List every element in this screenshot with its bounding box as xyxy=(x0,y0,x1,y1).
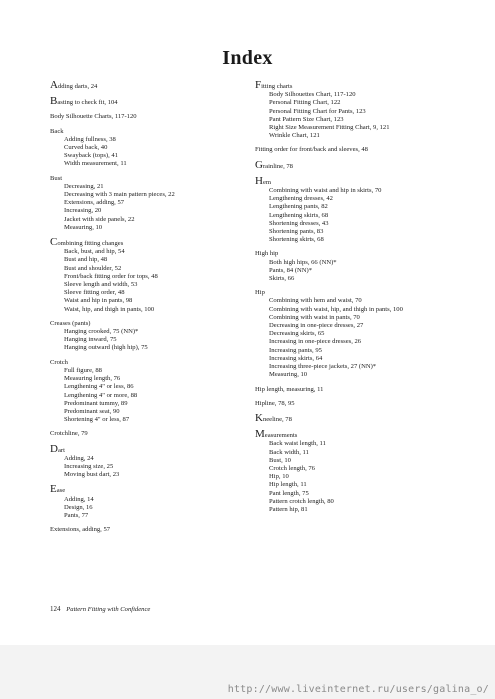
index-entry xyxy=(50,113,255,121)
index-subentry: Decreasing skirts, 65 xyxy=(269,330,325,338)
index-subentry: Shortening skirts, 68 xyxy=(269,236,324,244)
index-subentry: Bust, 10 xyxy=(269,456,291,464)
index-subentry: Hip, 10 xyxy=(269,473,289,481)
index-subentry: Shortening pants, 83 xyxy=(269,228,324,236)
index-subentry: Shortening dresses, 43 xyxy=(269,219,329,227)
watermark-url: http://www.liveinternet.ru/users/galina_o/ xyxy=(227,684,489,695)
index-subentry: Full figure, 88 xyxy=(64,366,102,374)
index-entry xyxy=(255,250,455,283)
index-subentry: Pants, 84 (NN)* xyxy=(269,266,313,274)
index-heading: Kneeline, 78 xyxy=(255,411,292,424)
index-heading: Bust xyxy=(50,174,63,182)
index-subentry: Combining with waist, hip, and thigh in pants, 100 xyxy=(269,305,403,313)
index-entry xyxy=(50,128,255,169)
index-entry xyxy=(255,400,455,408)
page-number: 124 xyxy=(50,605,61,613)
index-subentry: Hanging outward (high hip), 75 xyxy=(64,344,148,352)
page-title: Index xyxy=(222,47,273,69)
index-subentry: Skirts, 66 xyxy=(269,275,295,283)
index-subentry: Combining with waist and hip in skirts, 70 xyxy=(269,187,382,195)
index-subentry: Body Silhouettes Chart, 117-120 xyxy=(269,91,356,99)
index-subentry: Bust and shoulder, 52 xyxy=(64,264,122,272)
index-subentry: Measuring, 10 xyxy=(64,223,103,231)
index-entry xyxy=(50,526,255,534)
index-heading: Hem xyxy=(255,174,272,187)
index-subentry: Personal Fitting Chart, 122 xyxy=(269,99,341,107)
index-subentry: Combining with hem and waist, 70 xyxy=(269,297,362,305)
index-subentry: Hanging inward, 75 xyxy=(64,336,117,344)
index-heading: Hipline, 78, 95 xyxy=(255,399,295,407)
index-subentry: Adding fullness, 38 xyxy=(64,135,116,143)
index-entry xyxy=(50,320,255,353)
index-subentry: Curved back, 40 xyxy=(64,144,108,152)
index-column-left xyxy=(50,78,255,540)
index-subentry: Adding, 14 xyxy=(64,495,94,503)
index-entry xyxy=(255,174,455,245)
index-heading: Extensions, adding, 57 xyxy=(50,526,111,534)
index-subentry: Decreasing, 21 xyxy=(64,182,104,190)
index-subentry: Lengthening 4" or less, 86 xyxy=(64,383,134,391)
index-subentry: Predominant tummy, 89 xyxy=(64,399,128,407)
index-subentry: Hip length, 11 xyxy=(269,481,307,489)
index-subentry: Pant Pattern Size Chart, 123 xyxy=(269,115,344,123)
book-title: Pattern Fitting with Confidence xyxy=(66,606,151,613)
index-heading: Hip length, measuring, 11 xyxy=(255,385,324,393)
index-subentry: Waist, hip, and thigh in pants, 100 xyxy=(64,305,155,313)
index-subentry: Increasing skirts, 64 xyxy=(269,354,323,362)
index-entry xyxy=(50,97,255,107)
index-subentry: Jacket with side panels, 22 xyxy=(64,215,135,223)
index-heading: Basting to check fit, 104 xyxy=(50,95,118,108)
index-heading: Back xyxy=(50,127,64,135)
index-subentry: Design, 16 xyxy=(64,503,93,511)
index-subentry: Waist and hip in pants, 98 xyxy=(64,297,133,305)
index-entry xyxy=(255,158,455,171)
index-subentry: Back, bust, and hip, 54 xyxy=(64,248,125,256)
index-subentry: Crotch length, 76 xyxy=(269,464,315,472)
index-subentry: Both high hips, 66 (NN)* xyxy=(269,258,337,266)
index-subentry: Pattern hip, 81 xyxy=(269,505,308,513)
index-subentry: Back waist length, 11 xyxy=(269,440,326,448)
index-entry xyxy=(255,146,455,154)
index-subentry: Measuring length, 76 xyxy=(64,375,121,383)
index-heading: Grainline, 78 xyxy=(255,158,293,171)
index-subentry: Pant length, 75 xyxy=(269,489,309,497)
index-heading: Fitting order for front/back and sleeves, 48 xyxy=(255,146,368,154)
index-subentry: Swayback (tops), 41 xyxy=(64,152,119,160)
index-entry xyxy=(255,411,455,424)
index-subentry: Increasing, 20 xyxy=(64,207,102,215)
index-subentry: Decreasing with 3 main pattern pieces, 22 xyxy=(64,191,175,199)
index-heading: Crotchline, 79 xyxy=(50,430,88,438)
index-subentry: Increasing three-piece jackets, 27 (NN)* xyxy=(269,363,377,371)
index-subentry: Sleeve fitting order, 48 xyxy=(64,289,125,297)
index-heading: Creases (pants) xyxy=(50,319,91,327)
page-footer xyxy=(50,605,150,613)
index-entry xyxy=(50,442,255,480)
index-heading: High hip xyxy=(255,250,279,258)
index-subentry: Lengthening 4" or more, 88 xyxy=(64,391,138,399)
index-subentry: Combining with waist in pants, 70 xyxy=(269,313,360,321)
index-entry xyxy=(255,81,455,140)
index-subentry: Lengthening skirts, 68 xyxy=(269,211,329,219)
index-heading: Body Silhouette Charts, 117-120 xyxy=(50,113,137,121)
index-subentry: Personal Fitting Chart for Pants, 123 xyxy=(269,107,366,115)
index-entry xyxy=(50,430,255,438)
index-subentry: Shortening 4" or less, 87 xyxy=(64,416,130,424)
index-subentry: Measuring, 10 xyxy=(269,371,308,379)
index-entry xyxy=(50,81,255,91)
index-subentry: Wrinkle Chart, 121 xyxy=(269,132,320,140)
index-subentry: Adding, 24 xyxy=(64,454,94,462)
index-subentry: Pants, 77 xyxy=(64,511,89,519)
index-subentry: Sleeve length and width, 53 xyxy=(64,281,138,289)
index-subentry: Hanging crooked, 75 (NN)* xyxy=(64,328,139,336)
index-subentry: Increasing size, 25 xyxy=(64,462,114,470)
index-subentry: Front/back fitting order for tops, 48 xyxy=(64,272,158,280)
index-subentry: Decreasing in one-piece dresses, 27 xyxy=(269,322,364,330)
index-subentry: Width measurement, 11 xyxy=(64,160,127,168)
index-entry xyxy=(50,359,255,425)
index-heading: Ease xyxy=(50,483,66,496)
index-heading: Measurements xyxy=(255,428,298,441)
index-subentry: Lengthening pants, 82 xyxy=(269,203,328,211)
index-subentry: Pattern crotch length, 80 xyxy=(269,497,334,505)
index-heading: Combining fitting changes xyxy=(50,236,124,249)
index-entry xyxy=(50,485,255,520)
index-entry xyxy=(255,386,455,394)
index-subentry: Bust and hip, 48 xyxy=(64,256,108,264)
index-heading: Crotch xyxy=(50,358,68,366)
index-subentry: Increasing in one-piece dresses, 26 xyxy=(269,338,362,346)
index-entry xyxy=(255,430,455,514)
index-subentry: Extensions, adding, 57 xyxy=(64,199,125,207)
index-column-right xyxy=(255,78,455,520)
index-subentry: Increasing pants, 95 xyxy=(269,346,322,354)
index-subentry: Moving bust dart, 23 xyxy=(64,471,120,479)
index-heading: Dart xyxy=(50,442,65,455)
index-heading: Fitting charts xyxy=(255,79,293,91)
index-entry xyxy=(255,289,455,379)
index-entry xyxy=(50,175,255,232)
index-heading: Hip xyxy=(255,289,265,297)
index-entry xyxy=(50,238,255,314)
index-heading: Adding darts, 24 xyxy=(50,79,98,91)
index-subentry: Right Size Measurement Fitting Chart, 9, 121 xyxy=(269,124,390,132)
index-subentry: Predominant seat, 90 xyxy=(64,407,120,415)
index-subentry: Back width, 11 xyxy=(269,448,309,456)
index-subentry: Lengthening dresses, 42 xyxy=(269,195,333,203)
